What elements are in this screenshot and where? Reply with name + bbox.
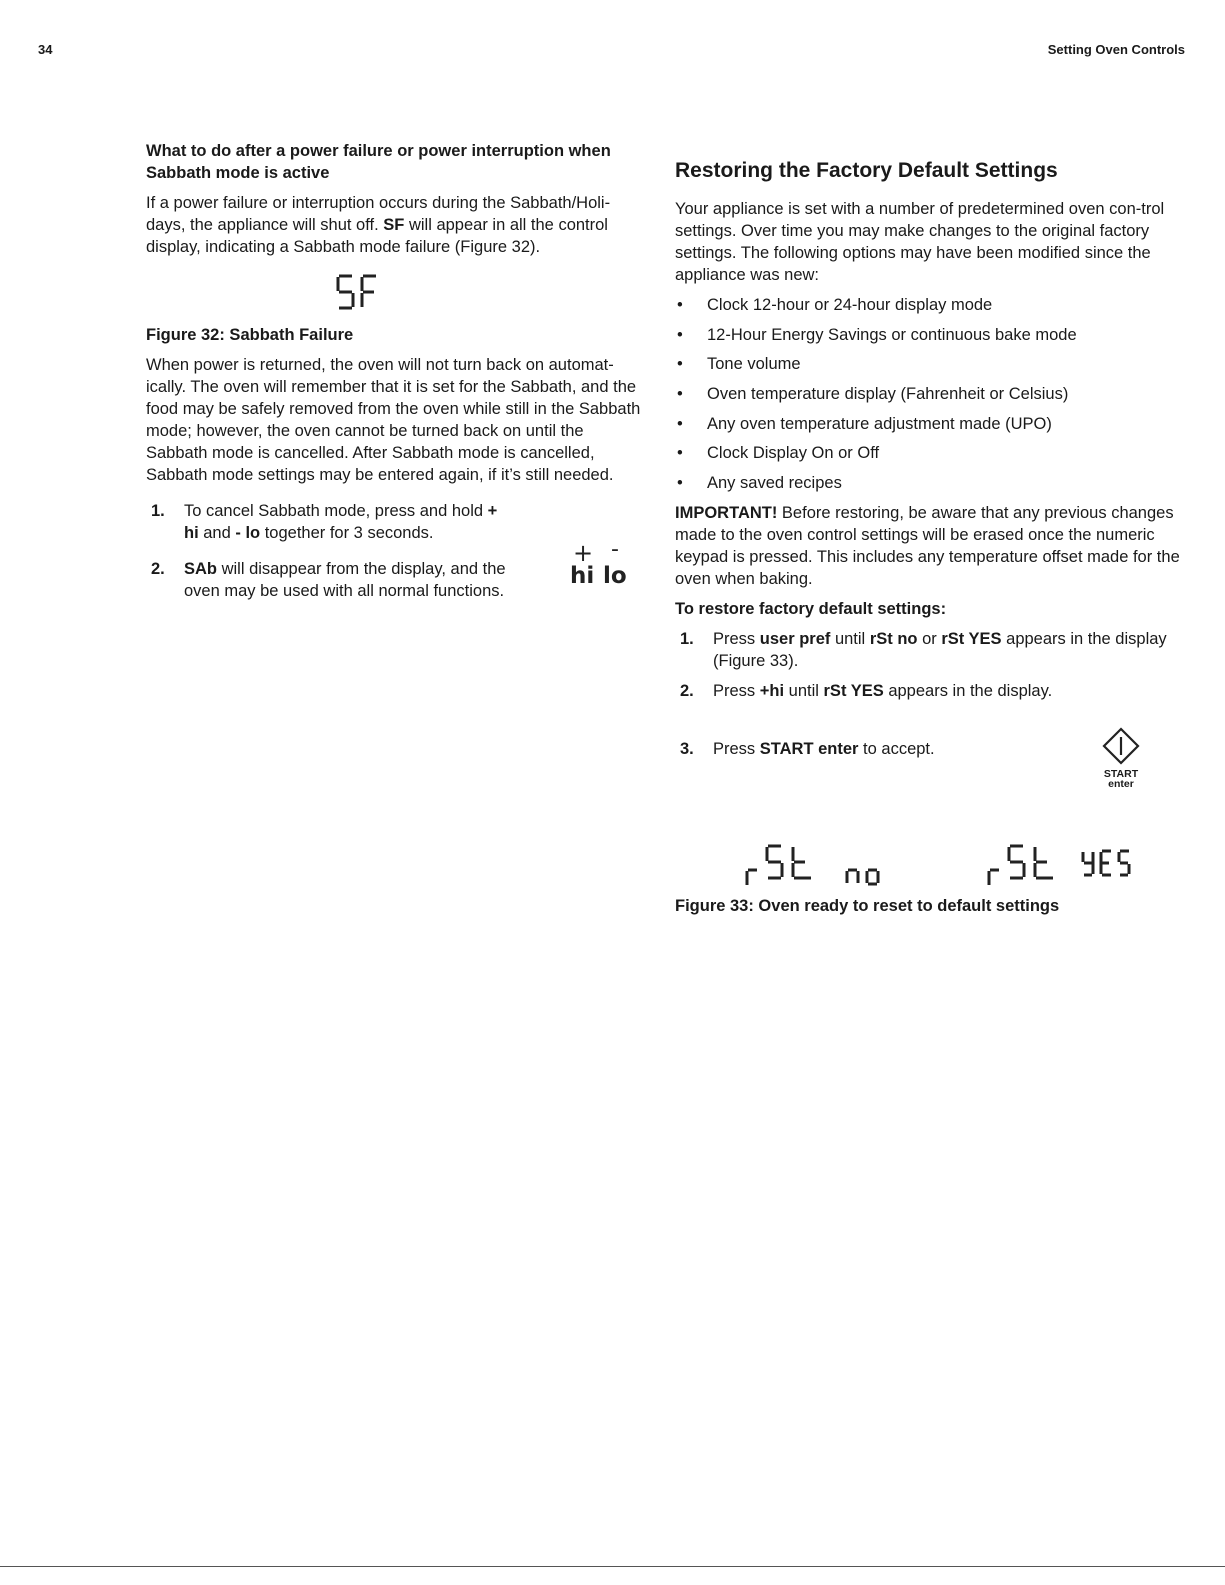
right-column <box>675 158 1180 768</box>
bullet-icon: • <box>677 385 683 404</box>
step-key-user-pref: user pref <box>759 629 831 648</box>
step-key-lo: - lo <box>235 524 261 542</box>
step-text: appears in the display (Figure 33). <box>713 629 1167 670</box>
step-rst-no: rSt no <box>869 629 918 648</box>
figure32-caption: Figure 32: Sabbath Failure <box>146 326 354 344</box>
step-number: 1. <box>680 629 694 648</box>
minus-icon: - <box>611 537 619 562</box>
step-text: Press <box>713 739 760 758</box>
restore-defaults-title: Restoring the Factory Default Settings <box>675 159 1058 182</box>
intro-text-1: If a power failure or interruption occurs during the Sabbath/Holi-days, the appliance will shut off. <box>146 194 611 234</box>
step-key-hi: + hi <box>184 502 498 542</box>
important-note <box>675 502 1180 590</box>
list-item <box>675 294 1180 316</box>
bullet-text: Tone volume <box>707 355 801 374</box>
step-rst-yes: rSt YES <box>941 629 1002 648</box>
cancel-sabbath-steps <box>146 500 516 602</box>
left-column <box>146 140 646 610</box>
list-item <box>675 442 1180 464</box>
important-label: IMPORTANT! <box>675 503 778 522</box>
step-text: Press <box>713 681 760 700</box>
step-text: or <box>917 629 942 648</box>
list-item <box>675 324 1180 346</box>
list-item <box>675 472 1180 494</box>
rst-no-display <box>747 846 878 885</box>
running-header: Setting Oven Controls <box>1047 42 1185 57</box>
step-text: together for 3 seconds. <box>260 524 434 542</box>
step-key-hi: +hi <box>759 681 785 700</box>
modified-options-list <box>675 294 1180 494</box>
bullet-text: Oven temperature display (Fahrenheit or Celsius) <box>707 385 1069 404</box>
plus-icon: + <box>573 539 594 567</box>
figure33-caption: Figure 33: Oven ready to reset to default settings <box>675 897 1060 915</box>
rst-yes-display <box>989 846 1129 885</box>
list-item <box>675 628 1180 672</box>
intro-sf: SF <box>383 216 405 234</box>
bullet-icon: • <box>677 414 683 433</box>
bottom-rule <box>0 1566 1225 1567</box>
bullet-text: Any oven temperature adjustment made (UPO) <box>707 414 1052 433</box>
step-text: will disappear from the display, and the oven may be used with all normal functions. <box>184 560 506 600</box>
step-rst-yes: rSt YES <box>823 681 884 700</box>
sabbath-power-failure-heading: What to do after a power failure or power interruption when Sabbath mode is active <box>146 142 611 182</box>
figure33-displays <box>735 838 1195 888</box>
bullet-text: Clock Display On or Off <box>707 444 880 463</box>
step-text: until <box>830 629 870 648</box>
step-text: appears in the display. <box>883 681 1053 700</box>
hi-key-label: hi <box>570 563 595 589</box>
sf-seven-segment-display <box>146 268 646 324</box>
figure32-display <box>146 268 646 324</box>
step-number: 1. <box>151 502 165 520</box>
bullet-text: Clock 12-hour or 24-hour display mode <box>707 296 993 314</box>
bullet-icon: • <box>677 474 683 493</box>
step-text: To cancel Sabbath mode, press and hold <box>184 502 488 520</box>
power-returned-paragraph: When power is returned, the oven will not turn back on automat-ically. The oven will remember that it is set for the Sabbath, and the food may be safely removed from the oven while still in the Sabbath mode; however, the oven cannot be turned back on until the Sabbath mode is cancelled. After Sabbath mode is cancelled, Sabbath mode settings may be entered again, if it’s still needed. <box>146 356 641 484</box>
bullet-icon: • <box>677 296 683 314</box>
list-item <box>146 558 516 602</box>
step-text: to accept. <box>858 739 935 758</box>
restore-intro: Your appliance is set with a number of predetermined oven con-trol settings. Over time you may make changes to the original factory settings. The following options may have been modified since the appliance was new: <box>675 200 1165 284</box>
list-item <box>146 500 516 544</box>
start-enter-key <box>1098 726 1144 789</box>
bullet-icon: • <box>677 444 683 463</box>
restore-steps-heading: To restore factory default settings: <box>675 599 947 618</box>
intro-text-2: will appear in all the control display, indicating a Sabbath mode failure (Figure 32). <box>146 216 608 256</box>
lo-key-label: lo <box>603 563 627 589</box>
bullet-text: 12-Hour Energy Savings or continuous bake mode <box>707 325 1077 344</box>
list-item <box>675 413 1180 435</box>
list-item <box>675 680 1180 702</box>
page-number: 34 <box>38 42 53 57</box>
bullet-icon: • <box>677 325 683 344</box>
start-diamond-icon <box>1101 726 1141 766</box>
bullet-icon: • <box>677 355 683 374</box>
enter-key-label: enter <box>1108 778 1134 790</box>
step-number: 2. <box>151 560 165 578</box>
list-item <box>675 383 1180 405</box>
bullet-text: Any saved recipes <box>707 474 842 493</box>
step-key-start-enter: START enter <box>759 739 859 758</box>
important-text: Before restoring, be aware that any previous changes made to the oven control settings will be erased once the numeric keypad is pressed. This includes any temperature offset made for the oven when baking. <box>675 503 1180 588</box>
step-sab: SAb <box>184 560 217 578</box>
start-key-label: START <box>1103 768 1139 780</box>
sabbath-power-failure-intro <box>146 192 646 258</box>
step-number: 3. <box>680 739 694 758</box>
step-text: and <box>198 524 236 542</box>
step-text: Press <box>713 629 760 648</box>
step-text: until <box>784 681 824 700</box>
list-item <box>675 353 1180 375</box>
step-number: 2. <box>680 681 694 700</box>
